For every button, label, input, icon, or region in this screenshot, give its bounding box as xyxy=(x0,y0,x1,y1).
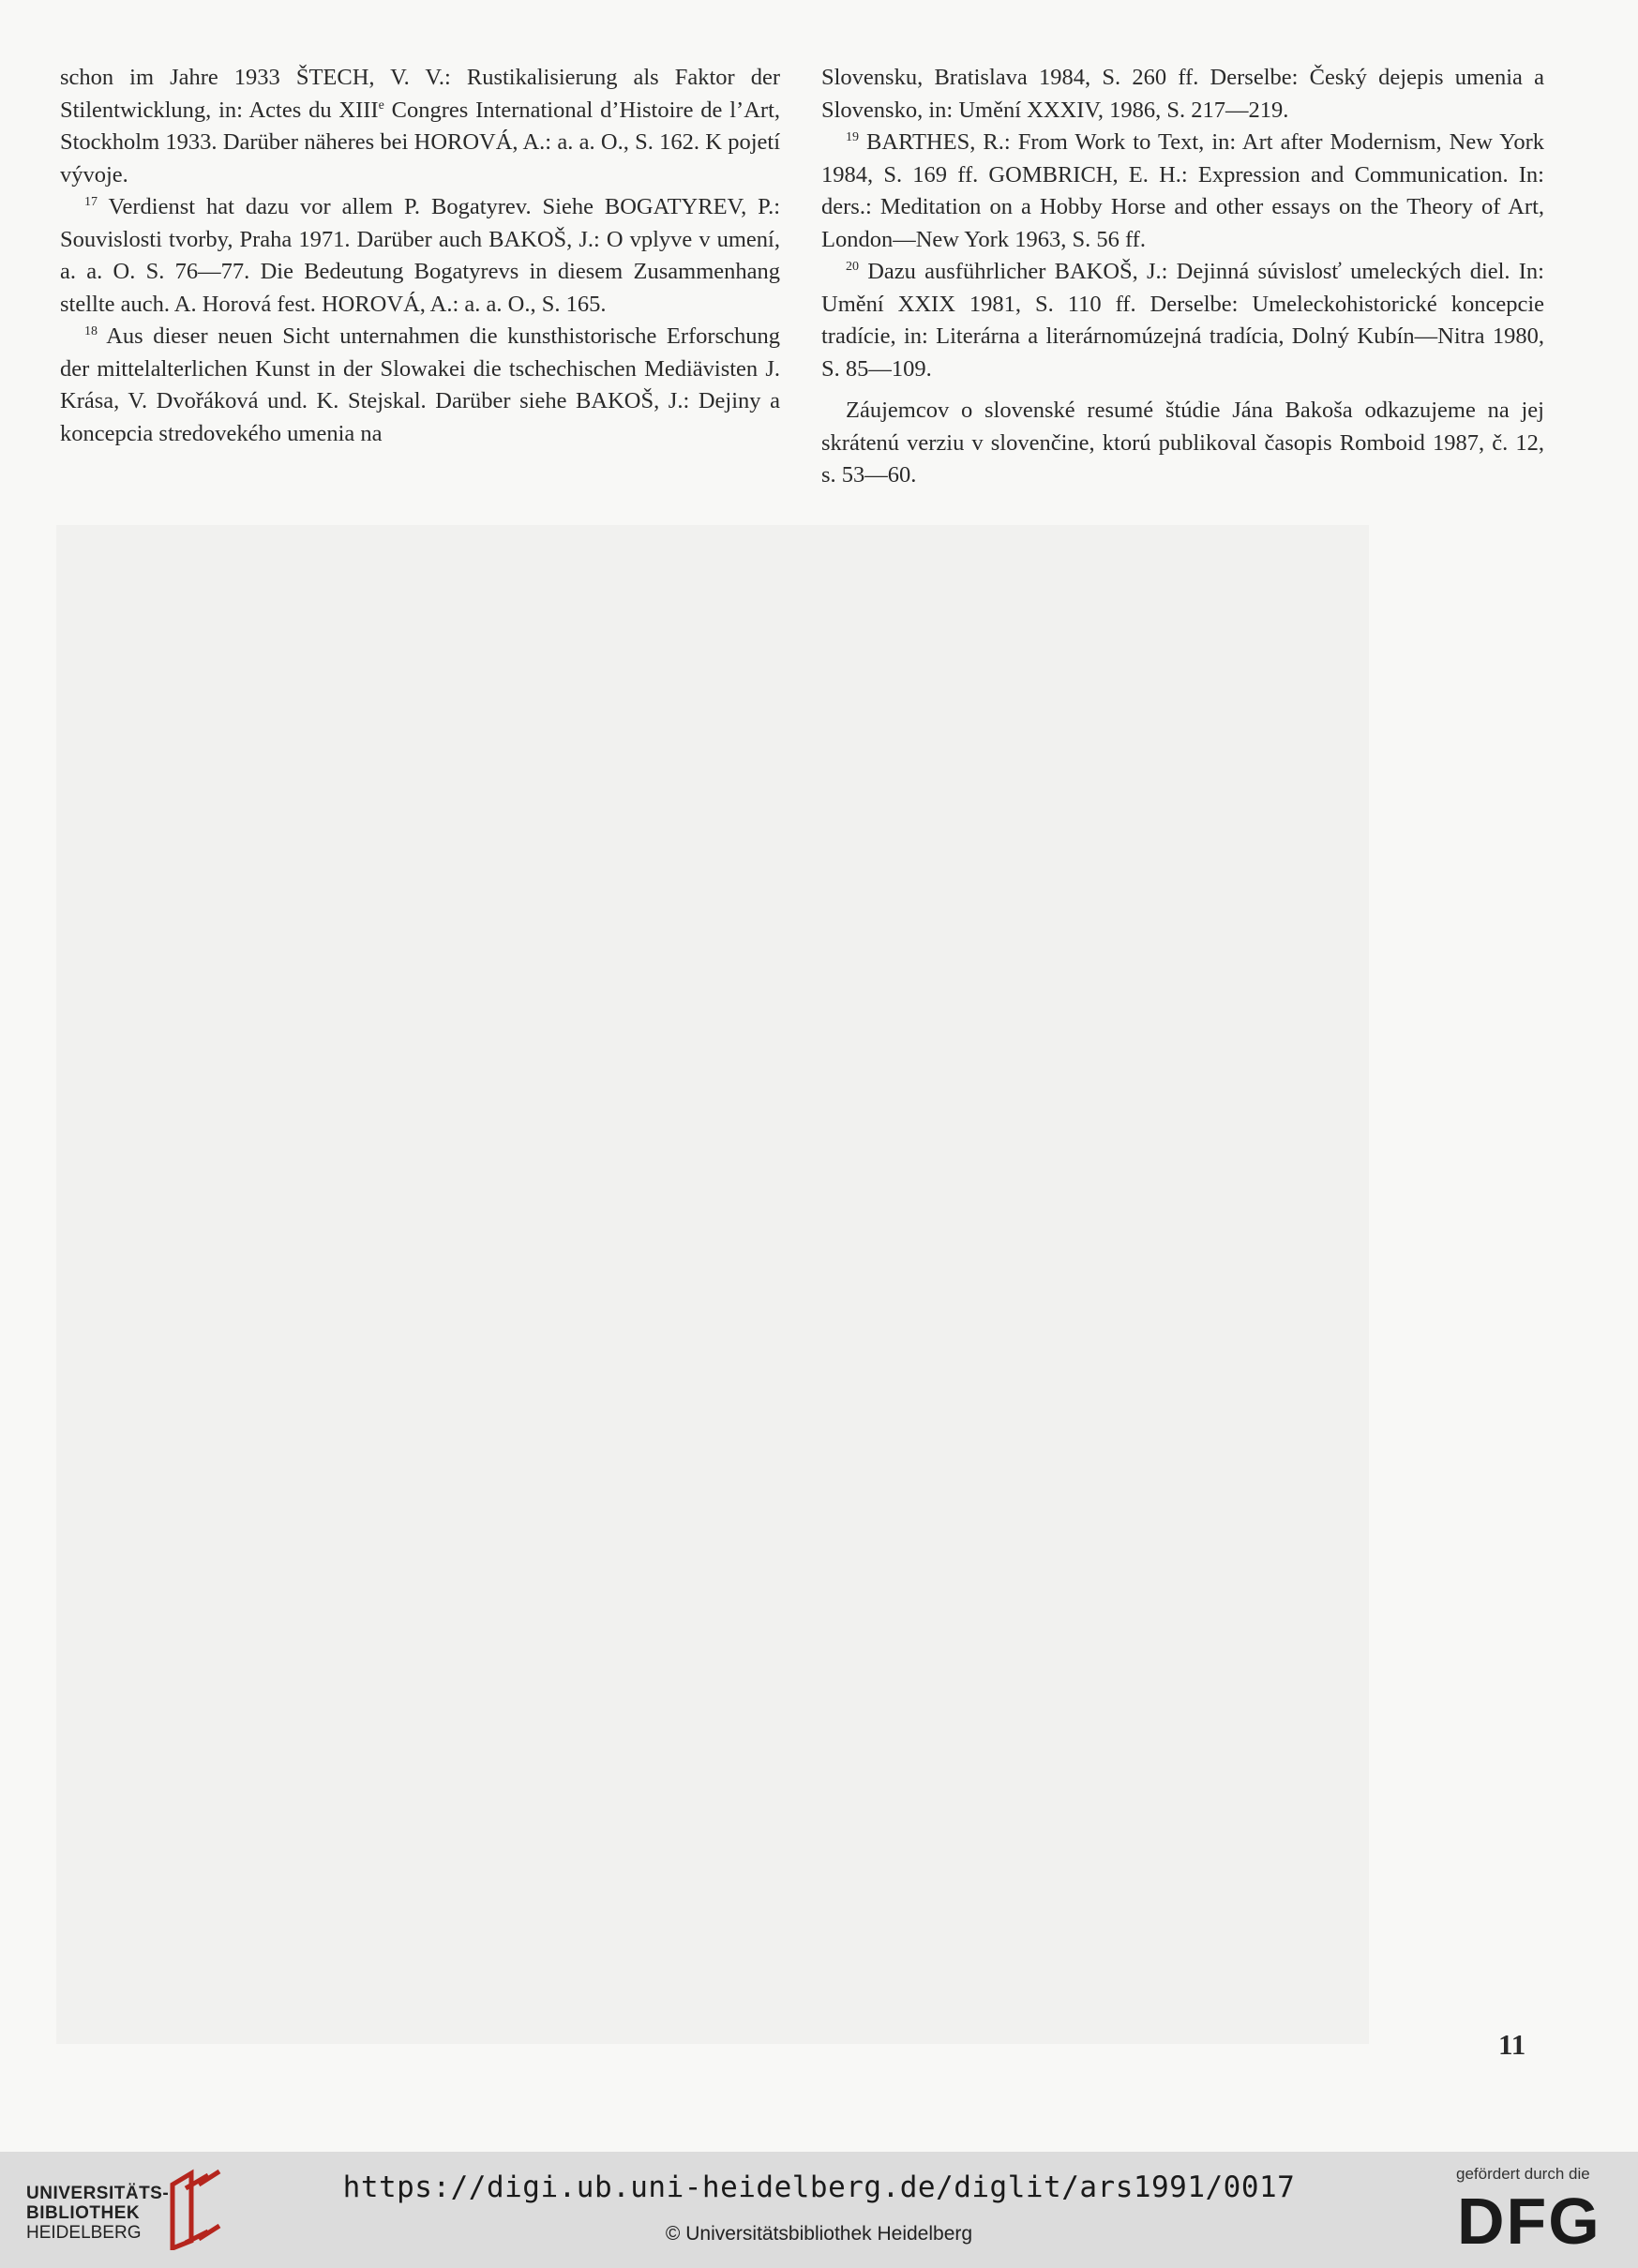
footnote-number: 17 xyxy=(84,195,98,209)
footnote-text: Verdienst hat dazu vor allem P. Bogatyrev. Siehe BOGATYREV, P.: Souvislosti tvorby, Praha 1971. Darüber auch BAKOŠ, J.: O vplyve v umení, a. a. O. S. 76—77. Die Bedeutung Bogatyrevs in diesem Zusammenhang stellte auch. A. Horová fest. HOROVÁ, A.: a. a. O., S. 165. xyxy=(60,194,780,317)
dfg-logo[interactable]: DFG xyxy=(1457,2185,1601,2258)
superscript: e xyxy=(378,98,384,113)
funded-by-label: gefördert durch die xyxy=(1456,2165,1590,2183)
left-text-column xyxy=(60,62,780,450)
footnote-number: 19 xyxy=(846,130,859,144)
footnote-20 xyxy=(821,256,1544,385)
logo-line: HEIDELBERG xyxy=(26,2223,142,2243)
digitization-footer xyxy=(0,2152,1638,2268)
footnote-19 xyxy=(821,127,1544,256)
footnote-text: Dazu ausführlicher BAKOŠ, J.: Dejinná súvislosť umeleckých diel. In: Umění XXIX 1981, S. 110 ff. Derselbe: Umeleckohistorické koncepcie tradície, in: Literárna a literárnomúzejná tradícia, Dolný Kubín—Nitra 1980, S. 85—109. xyxy=(821,259,1544,382)
footnote-18 xyxy=(60,321,780,450)
footnote-17 xyxy=(60,191,780,321)
paragraph-text: Congres International d’Histoire de l’Art, Stockholm 1933. Darüber näheres bei HOROVÁ, A.: a. a. O., S. 162. K pojetí vývoje. xyxy=(60,97,780,188)
footnote-text: Aus dieser neuen Sicht unternahmen die kunsthistorische Erforschung der mittelalterlichen Kunst in der Slowakei die tschechischen Mediävisten J. Krása, V. Dvořáková und. K. Stejskal. Darüber siehe BAKOŠ, J.: Dejiny a koncepcia stredovekého umenia na xyxy=(60,323,780,446)
logo-line: BIBLIOTHEK xyxy=(26,2203,141,2223)
permalink-url[interactable]: https://digi.ub.uni-heidelberg.de/diglit/ars1991/0017 xyxy=(342,2170,1296,2204)
logo-line: UNIVERSITÄTS- xyxy=(26,2184,170,2203)
copyright-notice: © Universitätsbibliothek Heidelberg xyxy=(665,2223,973,2245)
page-number: 11 xyxy=(1498,2028,1526,2061)
right-text-column xyxy=(821,62,1544,492)
page-shading xyxy=(56,525,1369,2044)
footnote-number: 20 xyxy=(846,260,859,274)
continued-footnote-paragraph: Slovensku, Bratislava 1984, S. 260 ff. Derselbe: Český dejepis umenia a Slovensko, in: Umění XXXIV, 1986, S. 217—219. xyxy=(821,65,1544,123)
continued-footnote-paragraph xyxy=(60,62,780,191)
resume-note: Záujemcov o slovenské resumé štúdie Jána Bakoša odkazujeme na jej skrátenú verziu v slovenčine, ktorú publikoval časopis Romboid 1987, č. 12, s. 53—60. xyxy=(821,398,1544,488)
footnote-number: 18 xyxy=(84,324,98,338)
footnote-text: BARTHES, R.: From Work to Text, in: Art after Modernism, New York 1984, S. 169 ff. GOMBRICH, E. H.: Expression and Communication. In: ders.: Meditation on a Hobby Horse and other essays on the Theory of Art, London—New York 1963, S. 56 ff. xyxy=(821,129,1544,252)
paragraph-text: schon im Jahre 1933 ŠTECH, V. V.: Rustikalisierung als Faktor der Stilentwicklung, in: Actes du XIII xyxy=(60,65,780,123)
